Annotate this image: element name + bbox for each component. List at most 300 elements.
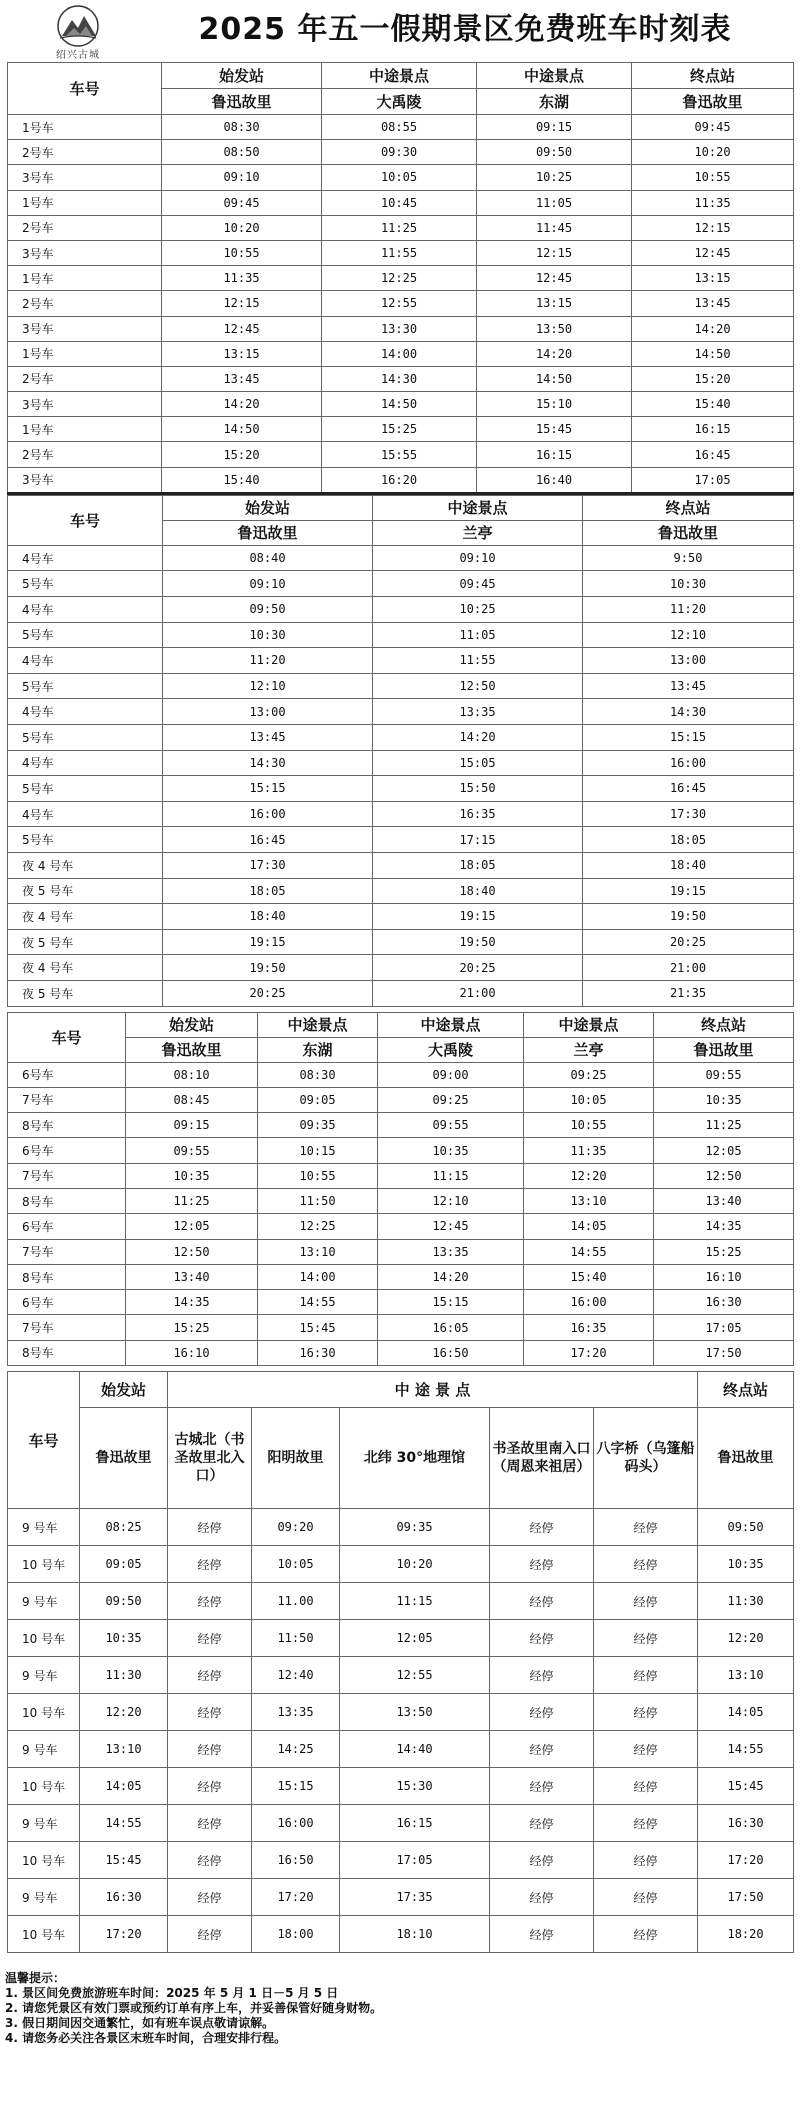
table-3-body bbox=[8, 1062, 794, 1366]
stop-header: 鲁迅故里 bbox=[583, 520, 794, 545]
time-cell: 20:25 bbox=[373, 955, 583, 981]
time-cell: 16:30 bbox=[258, 1340, 378, 1365]
time-cell: 13:45 bbox=[163, 724, 373, 750]
time-cell: 16:10 bbox=[654, 1264, 794, 1289]
time-cell: 11:25 bbox=[126, 1188, 258, 1213]
time-cell: 12:45 bbox=[378, 1214, 524, 1239]
bus-number-cell: 9 号车 bbox=[8, 1879, 80, 1916]
bus-number-cell: 8号车 bbox=[8, 1340, 126, 1365]
time-cell: 16:15 bbox=[477, 442, 632, 467]
stop-header: 北纬 30°地理馆 bbox=[340, 1408, 490, 1509]
time-cell: 13:45 bbox=[632, 291, 794, 316]
time-cell: 08:50 bbox=[162, 140, 322, 165]
time-cell: 10:30 bbox=[583, 571, 794, 597]
stop-header: 鲁迅故里 bbox=[126, 1037, 258, 1062]
table-row bbox=[8, 1214, 794, 1239]
time-cell: 09:50 bbox=[163, 597, 373, 623]
table-row bbox=[8, 1583, 794, 1620]
time-cell: 15:25 bbox=[654, 1239, 794, 1264]
bus-number-cell: 1号车 bbox=[8, 266, 162, 291]
time-cell: 09:10 bbox=[163, 571, 373, 597]
stop-header: 鲁迅故里 bbox=[80, 1408, 168, 1509]
time-cell: 18:20 bbox=[698, 1916, 794, 1953]
time-cell: 10:35 bbox=[654, 1087, 794, 1112]
table-row bbox=[8, 1315, 794, 1340]
bus-number-cell: 3号车 bbox=[8, 165, 162, 190]
table-row bbox=[8, 190, 794, 215]
time-cell: 经停 bbox=[490, 1620, 594, 1657]
schedule-table-3 bbox=[7, 1012, 794, 1367]
table-row bbox=[8, 1842, 794, 1879]
table-row bbox=[8, 115, 794, 140]
bus-number-cell: 夜 5 号车 bbox=[8, 929, 163, 955]
time-cell: 11:20 bbox=[163, 648, 373, 674]
table-row bbox=[8, 1805, 794, 1842]
bus-number-cell: 10 号车 bbox=[8, 1694, 80, 1731]
time-cell: 12:10 bbox=[163, 673, 373, 699]
time-cell: 15:40 bbox=[162, 467, 322, 493]
bus-number-cell: 9 号车 bbox=[8, 1731, 80, 1768]
table-1-body bbox=[8, 115, 794, 494]
time-cell: 11:50 bbox=[258, 1188, 378, 1213]
time-cell: 12:10 bbox=[583, 622, 794, 648]
time-cell: 12:45 bbox=[477, 266, 632, 291]
time-cell: 15:20 bbox=[632, 366, 794, 391]
bus-number-cell: 3号车 bbox=[8, 392, 162, 417]
time-cell: 17:20 bbox=[524, 1340, 654, 1365]
time-cell: 11:05 bbox=[477, 190, 632, 215]
logo-text: 绍兴古城 bbox=[56, 50, 100, 61]
tip-item: 3. 假日期间因交通繁忙，如有班车误点敬请谅解。 bbox=[5, 2016, 275, 2031]
time-cell: 12:55 bbox=[340, 1657, 490, 1694]
table-row bbox=[8, 776, 794, 802]
time-cell: 11:15 bbox=[340, 1583, 490, 1620]
time-cell: 12:15 bbox=[477, 240, 632, 265]
group-header: 始发站 bbox=[163, 495, 373, 520]
time-cell: 13:50 bbox=[340, 1694, 490, 1731]
tip-item: 2. 请您凭景区有效门票或预约订单有序上车，并妥善保管好随身财物。 bbox=[5, 2001, 383, 2016]
table-row bbox=[8, 750, 794, 776]
time-cell: 经停 bbox=[594, 1768, 698, 1805]
time-cell: 12:20 bbox=[698, 1620, 794, 1657]
time-cell: 19:50 bbox=[373, 929, 583, 955]
time-cell: 11:35 bbox=[632, 190, 794, 215]
time-cell: 14:35 bbox=[126, 1290, 258, 1315]
bus-number-cell: 3号车 bbox=[8, 316, 162, 341]
table-row bbox=[8, 571, 794, 597]
time-cell: 08:30 bbox=[258, 1062, 378, 1087]
bus-number-cell: 1号车 bbox=[8, 417, 162, 442]
table-row bbox=[8, 980, 794, 1006]
time-cell: 14:20 bbox=[373, 724, 583, 750]
time-cell: 16:45 bbox=[163, 827, 373, 853]
time-cell: 14:20 bbox=[477, 341, 632, 366]
time-cell: 经停 bbox=[168, 1731, 252, 1768]
bus-number-cell: 4号车 bbox=[8, 750, 163, 776]
time-cell: 11:50 bbox=[252, 1620, 340, 1657]
table-row bbox=[8, 724, 794, 750]
group-header: 始发站 bbox=[162, 63, 322, 89]
bus-number-cell: 9 号车 bbox=[8, 1509, 80, 1546]
time-cell: 09:00 bbox=[378, 1062, 524, 1087]
time-cell: 13:45 bbox=[162, 366, 322, 391]
time-cell: 经停 bbox=[168, 1879, 252, 1916]
time-cell: 10:05 bbox=[322, 165, 477, 190]
time-cell: 17:35 bbox=[340, 1879, 490, 1916]
time-cell: 经停 bbox=[490, 1509, 594, 1546]
bus-number-cell: 3号车 bbox=[8, 467, 162, 493]
bus-number-cell: 4号车 bbox=[8, 545, 163, 571]
time-cell: 14:55 bbox=[524, 1239, 654, 1264]
time-cell: 10:35 bbox=[378, 1138, 524, 1163]
bus-number-cell: 10 号车 bbox=[8, 1546, 80, 1583]
time-cell: 09:55 bbox=[654, 1062, 794, 1087]
table-row bbox=[8, 1509, 794, 1546]
time-cell: 16:00 bbox=[252, 1805, 340, 1842]
time-cell: 经停 bbox=[168, 1509, 252, 1546]
time-cell: 12:50 bbox=[373, 673, 583, 699]
time-cell: 经停 bbox=[490, 1879, 594, 1916]
time-cell: 14:30 bbox=[583, 699, 794, 725]
time-cell: 14:30 bbox=[322, 366, 477, 391]
time-cell: 11:30 bbox=[80, 1657, 168, 1694]
time-cell: 17:05 bbox=[654, 1315, 794, 1340]
table-row bbox=[8, 1113, 794, 1138]
bus-number-cell: 2号车 bbox=[8, 442, 162, 467]
stop-header: 阳明故里 bbox=[252, 1408, 340, 1509]
group-header: 中途景点 bbox=[524, 1012, 654, 1037]
time-cell: 09:05 bbox=[258, 1087, 378, 1112]
table-row bbox=[8, 1546, 794, 1583]
bus-number-cell: 5号车 bbox=[8, 827, 163, 853]
table-row bbox=[8, 648, 794, 674]
time-cell: 13:45 bbox=[583, 673, 794, 699]
bus-number-cell: 7号车 bbox=[8, 1315, 126, 1340]
bus-number-cell: 夜 5 号车 bbox=[8, 878, 163, 904]
table-4-body bbox=[8, 1509, 794, 1953]
group-header: 中途景点 bbox=[477, 63, 632, 89]
table-row bbox=[8, 442, 794, 467]
bus-number-cell: 2号车 bbox=[8, 366, 162, 391]
table-row bbox=[8, 699, 794, 725]
mountain-logo-icon bbox=[18, 4, 138, 48]
time-cell: 21:35 bbox=[583, 980, 794, 1006]
bus-number-header: 车号 bbox=[8, 495, 163, 545]
bus-number-cell: 5号车 bbox=[8, 776, 163, 802]
time-cell: 09:35 bbox=[258, 1113, 378, 1138]
time-cell: 经停 bbox=[594, 1583, 698, 1620]
time-cell: 10:05 bbox=[524, 1087, 654, 1112]
time-cell: 经停 bbox=[594, 1657, 698, 1694]
time-cell: 14:55 bbox=[258, 1290, 378, 1315]
time-cell: 10:35 bbox=[80, 1620, 168, 1657]
time-cell: 08:45 bbox=[126, 1087, 258, 1112]
stop-header: 鲁迅故里 bbox=[698, 1408, 794, 1509]
time-cell: 09:10 bbox=[162, 165, 322, 190]
time-cell: 08:30 bbox=[162, 115, 322, 140]
bus-number-cell: 夜 5 号车 bbox=[8, 980, 163, 1006]
time-cell: 09:45 bbox=[373, 571, 583, 597]
time-cell: 16:10 bbox=[126, 1340, 258, 1365]
time-cell: 11:55 bbox=[322, 240, 477, 265]
time-cell: 21:00 bbox=[373, 980, 583, 1006]
time-cell: 经停 bbox=[490, 1731, 594, 1768]
stop-header: 古城北（书圣故里北入口） bbox=[168, 1408, 252, 1509]
time-cell: 16:00 bbox=[163, 801, 373, 827]
time-cell: 10:20 bbox=[340, 1546, 490, 1583]
time-cell: 10:25 bbox=[477, 165, 632, 190]
bus-number-header: 车号 bbox=[8, 1372, 80, 1509]
table-3-stop-header bbox=[8, 1037, 794, 1062]
table-row bbox=[8, 1879, 794, 1916]
time-cell: 15:55 bbox=[322, 442, 477, 467]
time-cell: 15:30 bbox=[340, 1768, 490, 1805]
stop-header: 鲁迅故里 bbox=[654, 1037, 794, 1062]
time-cell: 12:20 bbox=[524, 1163, 654, 1188]
time-cell: 10:35 bbox=[698, 1546, 794, 1583]
table-row bbox=[8, 1340, 794, 1365]
time-cell: 12:45 bbox=[632, 240, 794, 265]
time-cell: 经停 bbox=[490, 1768, 594, 1805]
time-cell: 11:55 bbox=[373, 648, 583, 674]
time-cell: 13:10 bbox=[524, 1188, 654, 1213]
time-cell: 10:05 bbox=[252, 1546, 340, 1583]
time-cell: 11.00 bbox=[252, 1583, 340, 1620]
time-cell: 11:30 bbox=[698, 1583, 794, 1620]
time-cell: 14:25 bbox=[252, 1731, 340, 1768]
time-cell: 15:10 bbox=[477, 392, 632, 417]
time-cell: 16:45 bbox=[632, 442, 794, 467]
time-cell: 16:00 bbox=[583, 750, 794, 776]
stop-header: 八字桥（乌篷船码头） bbox=[594, 1408, 698, 1509]
stop-header: 东湖 bbox=[258, 1037, 378, 1062]
time-cell: 09:25 bbox=[524, 1062, 654, 1087]
bus-number-cell: 4号车 bbox=[8, 648, 163, 674]
tip-item: 4. 请您务必关注各景区末班车时间，合理安排行程。 bbox=[5, 2031, 287, 2046]
time-cell: 13:10 bbox=[258, 1239, 378, 1264]
time-cell: 09:50 bbox=[80, 1583, 168, 1620]
time-cell: 16:20 bbox=[322, 467, 477, 493]
start-group-header: 始发站 bbox=[80, 1372, 168, 1408]
time-cell: 12:50 bbox=[654, 1163, 794, 1188]
time-cell: 15:20 bbox=[162, 442, 322, 467]
time-cell: 14:00 bbox=[322, 341, 477, 366]
time-cell: 16:30 bbox=[654, 1290, 794, 1315]
table-1-group-header bbox=[8, 63, 794, 89]
time-cell: 11:25 bbox=[322, 215, 477, 240]
logo bbox=[18, 4, 138, 60]
time-cell: 经停 bbox=[594, 1805, 698, 1842]
time-cell: 16:05 bbox=[378, 1315, 524, 1340]
table-row bbox=[8, 1239, 794, 1264]
table-row bbox=[8, 1188, 794, 1213]
time-cell: 09:45 bbox=[162, 190, 322, 215]
table-row bbox=[8, 827, 794, 853]
time-cell: 13:15 bbox=[162, 341, 322, 366]
time-cell: 11:25 bbox=[654, 1113, 794, 1138]
time-cell: 经停 bbox=[490, 1583, 594, 1620]
table-row bbox=[8, 1087, 794, 1112]
time-cell: 11:35 bbox=[162, 266, 322, 291]
bus-number-cell: 5号车 bbox=[8, 673, 163, 699]
table-row bbox=[8, 266, 794, 291]
table-row bbox=[8, 341, 794, 366]
time-cell: 20:25 bbox=[163, 980, 373, 1006]
time-cell: 17:30 bbox=[163, 852, 373, 878]
stop-header: 大禹陵 bbox=[322, 89, 477, 115]
time-cell: 经停 bbox=[168, 1694, 252, 1731]
time-cell: 14:50 bbox=[632, 341, 794, 366]
bus-number-cell: 夜 4 号车 bbox=[8, 852, 163, 878]
time-cell: 经停 bbox=[168, 1805, 252, 1842]
table-row bbox=[8, 955, 794, 981]
time-cell: 15:15 bbox=[378, 1290, 524, 1315]
time-cell: 经停 bbox=[594, 1842, 698, 1879]
table-row bbox=[8, 291, 794, 316]
time-cell: 17:30 bbox=[583, 801, 794, 827]
time-cell: 17:05 bbox=[632, 467, 794, 493]
stop-header: 鲁迅故里 bbox=[162, 89, 322, 115]
time-cell: 12:40 bbox=[252, 1657, 340, 1694]
time-cell: 14:05 bbox=[524, 1214, 654, 1239]
time-cell: 经停 bbox=[490, 1657, 594, 1694]
time-cell: 17:20 bbox=[80, 1916, 168, 1953]
time-cell: 12:50 bbox=[126, 1239, 258, 1264]
time-cell: 13:30 bbox=[322, 316, 477, 341]
table-row bbox=[8, 1290, 794, 1315]
time-cell: 12:05 bbox=[654, 1138, 794, 1163]
mid-group-header: 中 途 景 点 bbox=[168, 1372, 698, 1408]
stop-header: 兰亭 bbox=[524, 1037, 654, 1062]
table-4-group-header bbox=[8, 1372, 794, 1408]
table-row bbox=[8, 1163, 794, 1188]
time-cell: 16:50 bbox=[252, 1842, 340, 1879]
stop-header: 兰亭 bbox=[373, 520, 583, 545]
stop-header: 鲁迅故里 bbox=[632, 89, 794, 115]
bus-number-cell: 5号车 bbox=[8, 622, 163, 648]
table-row bbox=[8, 597, 794, 623]
time-cell: 经停 bbox=[594, 1879, 698, 1916]
bus-number-cell: 8号车 bbox=[8, 1264, 126, 1289]
time-cell: 09:50 bbox=[698, 1509, 794, 1546]
bus-number-cell: 4号车 bbox=[8, 801, 163, 827]
schedule-table-2 bbox=[7, 495, 794, 1007]
time-cell: 15:05 bbox=[373, 750, 583, 776]
time-cell: 15:45 bbox=[477, 417, 632, 442]
table-row bbox=[8, 467, 794, 493]
table-row bbox=[8, 417, 794, 442]
table-row bbox=[8, 801, 794, 827]
time-cell: 09:15 bbox=[477, 115, 632, 140]
table-row bbox=[8, 366, 794, 391]
time-cell: 15:40 bbox=[524, 1264, 654, 1289]
time-cell: 15:45 bbox=[80, 1842, 168, 1879]
time-cell: 10:55 bbox=[162, 240, 322, 265]
group-header: 中途景点 bbox=[373, 495, 583, 520]
time-cell: 19:50 bbox=[583, 904, 794, 930]
time-cell: 12:10 bbox=[378, 1188, 524, 1213]
table-row bbox=[8, 622, 794, 648]
time-cell: 15:40 bbox=[632, 392, 794, 417]
time-cell: 14:20 bbox=[632, 316, 794, 341]
time-cell: 09:25 bbox=[378, 1087, 524, 1112]
time-cell: 16:35 bbox=[524, 1315, 654, 1340]
time-cell: 9:50 bbox=[583, 545, 794, 571]
time-cell: 13:10 bbox=[80, 1731, 168, 1768]
bus-number-cell: 1号车 bbox=[8, 341, 162, 366]
time-cell: 经停 bbox=[594, 1916, 698, 1953]
bus-number-header: 车号 bbox=[8, 1012, 126, 1062]
time-cell: 16:40 bbox=[477, 467, 632, 493]
bus-number-cell: 6号车 bbox=[8, 1062, 126, 1087]
time-cell: 14:50 bbox=[162, 417, 322, 442]
table-row bbox=[8, 165, 794, 190]
time-cell: 14:35 bbox=[654, 1214, 794, 1239]
table-row bbox=[8, 929, 794, 955]
table-row bbox=[8, 240, 794, 265]
time-cell: 18:40 bbox=[373, 878, 583, 904]
time-cell: 经停 bbox=[490, 1694, 594, 1731]
bus-number-cell: 9 号车 bbox=[8, 1583, 80, 1620]
time-cell: 09:45 bbox=[632, 115, 794, 140]
time-cell: 08:10 bbox=[126, 1062, 258, 1087]
time-cell: 14:05 bbox=[698, 1694, 794, 1731]
time-cell: 10:20 bbox=[632, 140, 794, 165]
group-header: 中途景点 bbox=[258, 1012, 378, 1037]
time-cell: 17:50 bbox=[654, 1340, 794, 1365]
bus-number-header: 车号 bbox=[8, 63, 162, 115]
time-cell: 14:55 bbox=[80, 1805, 168, 1842]
stop-header: 大禹陵 bbox=[378, 1037, 524, 1062]
table-row bbox=[8, 878, 794, 904]
time-cell: 21:00 bbox=[583, 955, 794, 981]
time-cell: 16:45 bbox=[583, 776, 794, 802]
time-cell: 17:20 bbox=[698, 1842, 794, 1879]
page-title: 2025 年五一假期景区免费班车时刻表 bbox=[198, 12, 732, 47]
time-cell: 13:35 bbox=[378, 1239, 524, 1264]
time-cell: 10:35 bbox=[126, 1163, 258, 1188]
time-cell: 10:55 bbox=[258, 1163, 378, 1188]
time-cell: 09:55 bbox=[378, 1113, 524, 1138]
time-cell: 13:40 bbox=[654, 1188, 794, 1213]
bus-number-cell: 6号车 bbox=[8, 1214, 126, 1239]
group-header: 中途景点 bbox=[322, 63, 477, 89]
time-cell: 经停 bbox=[594, 1509, 698, 1546]
table-row bbox=[8, 1620, 794, 1657]
bus-number-cell: 5号车 bbox=[8, 724, 163, 750]
group-header: 终点站 bbox=[583, 495, 794, 520]
time-cell: 16:00 bbox=[524, 1290, 654, 1315]
time-cell: 14:00 bbox=[258, 1264, 378, 1289]
time-cell: 13:50 bbox=[477, 316, 632, 341]
table-4-stop-header bbox=[8, 1408, 794, 1509]
time-cell: 15:25 bbox=[126, 1315, 258, 1340]
table-2-body bbox=[8, 545, 794, 1006]
time-cell: 经停 bbox=[490, 1805, 594, 1842]
time-cell: 17:50 bbox=[698, 1879, 794, 1916]
time-cell: 经停 bbox=[594, 1731, 698, 1768]
table-row bbox=[8, 140, 794, 165]
time-cell: 11:20 bbox=[583, 597, 794, 623]
time-cell: 13:35 bbox=[373, 699, 583, 725]
time-cell: 11:35 bbox=[524, 1138, 654, 1163]
time-cell: 08:25 bbox=[80, 1509, 168, 1546]
table-3-group-header bbox=[8, 1012, 794, 1037]
table-row bbox=[8, 852, 794, 878]
table-row bbox=[8, 1694, 794, 1731]
time-cell: 20:25 bbox=[583, 929, 794, 955]
time-cell: 18:10 bbox=[340, 1916, 490, 1953]
